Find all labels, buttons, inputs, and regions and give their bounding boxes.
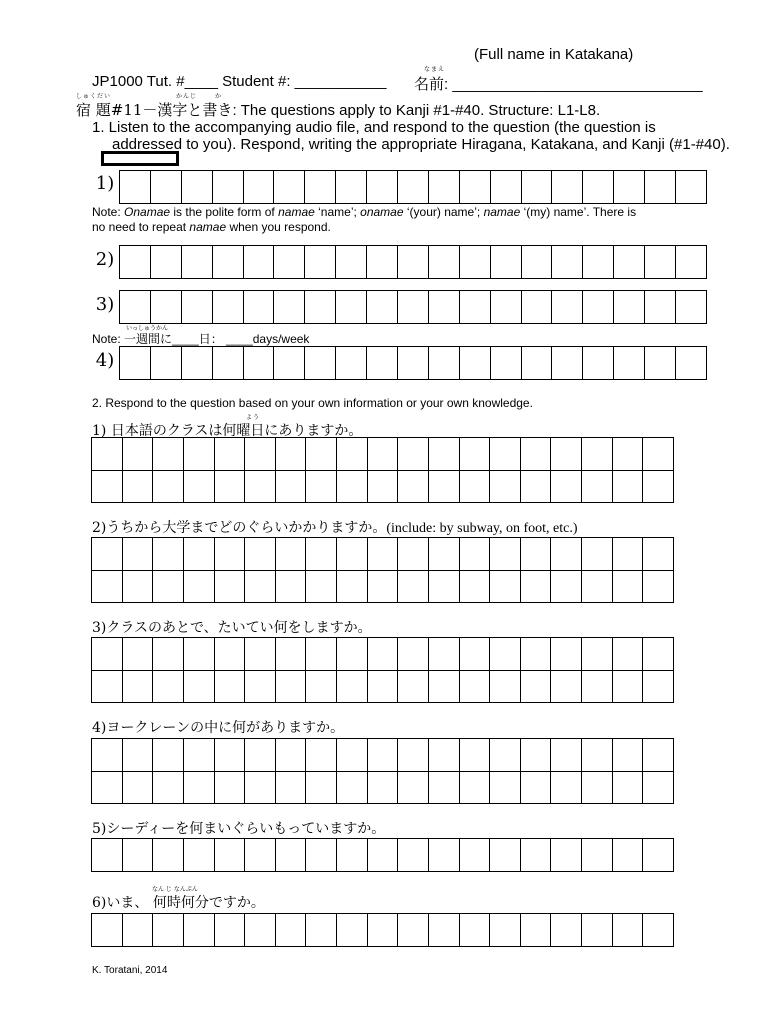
- answer-cell[interactable]: [614, 347, 645, 379]
- answer-cell[interactable]: [614, 291, 645, 323]
- answer-cell[interactable]: [305, 291, 336, 323]
- answer-cell[interactable]: [398, 839, 429, 871]
- answer-cell[interactable]: [153, 438, 184, 502]
- note-text: ‘(your) name’;: [403, 205, 484, 219]
- answer-grid-q3[interactable]: [119, 290, 707, 324]
- answer-cell[interactable]: [613, 914, 644, 946]
- answer-grid-s2-q6[interactable]: [91, 913, 674, 947]
- answer-cell[interactable]: [182, 347, 213, 379]
- answer-cell[interactable]: [244, 347, 275, 379]
- answer-cell[interactable]: [368, 538, 399, 602]
- answer-cell[interactable]: [367, 291, 398, 323]
- answer-cell[interactable]: [460, 291, 491, 323]
- answer-cell[interactable]: [306, 638, 337, 702]
- answer-cell[interactable]: [151, 171, 182, 203]
- answer-cell[interactable]: [643, 839, 673, 871]
- answer-cell[interactable]: [306, 538, 337, 602]
- answer-grid-s2-q4[interactable]: [91, 738, 674, 804]
- homework-title: [76, 99, 600, 120]
- answer-cell[interactable]: [368, 739, 399, 803]
- answer-cell[interactable]: [460, 839, 491, 871]
- answer-cell[interactable]: [215, 438, 246, 502]
- answer-cell[interactable]: [184, 839, 215, 871]
- answer-cell[interactable]: [460, 347, 491, 379]
- homework-title-en: : The questions apply to Kanji #1-#40. Structure: L1-L8.: [232, 102, 601, 119]
- s2-question-1: 1) 日本語のクラスは何曜日にありますか。: [92, 423, 363, 439]
- answer-cell[interactable]: [215, 914, 246, 946]
- answer-cell[interactable]: [521, 839, 552, 871]
- answer-cell[interactable]: [582, 538, 613, 602]
- s2-question-3: 3)クラスのあとで、たいてい何をしますか。: [92, 620, 372, 636]
- answer-cell[interactable]: [245, 538, 276, 602]
- hw-ruby-kanji: かんじ: [176, 93, 198, 100]
- answer-cell[interactable]: [522, 347, 553, 379]
- answer-cell[interactable]: [398, 246, 429, 278]
- answer-cell[interactable]: [460, 171, 491, 203]
- answer-cell[interactable]: [153, 839, 184, 871]
- answer-cell[interactable]: [551, 914, 582, 946]
- answer-cell[interactable]: [676, 246, 706, 278]
- s2-question-5: 5)シーディーを何まいぐらいもっていますか。: [92, 821, 386, 837]
- answer-cell[interactable]: [490, 739, 521, 803]
- answer-grid-s2-q3[interactable]: [91, 637, 674, 703]
- answer-cell[interactable]: [522, 246, 553, 278]
- s2-question-4: 4)ヨークレーンの中に何がありますか。: [92, 720, 345, 736]
- answer-cell[interactable]: [398, 538, 429, 602]
- answer-cell[interactable]: [551, 739, 582, 803]
- term-onamae: onamae: [360, 205, 404, 219]
- answer-cell[interactable]: [336, 291, 367, 323]
- answer-cell[interactable]: [337, 839, 368, 871]
- answer-cell[interactable]: [92, 839, 123, 871]
- answer-grid-q1[interactable]: [119, 170, 707, 204]
- answer-cell[interactable]: [398, 171, 429, 203]
- answer-cell[interactable]: [182, 291, 213, 323]
- hw-ruby-shukudai: しゅくだい: [76, 93, 112, 100]
- note-text: no need to repeat: [92, 220, 190, 234]
- answer-cell[interactable]: [552, 246, 583, 278]
- answer-cell[interactable]: [643, 638, 673, 702]
- answer-cell[interactable]: [398, 347, 429, 379]
- answer-cell[interactable]: [274, 246, 305, 278]
- note-text: ‘(my) name’. There is: [520, 205, 637, 219]
- answer-cell[interactable]: [583, 291, 614, 323]
- answer-cell[interactable]: [123, 739, 154, 803]
- answer-cell[interactable]: [120, 246, 151, 278]
- s2-q1-ruby: よう: [246, 414, 261, 421]
- answer-cell[interactable]: [460, 438, 491, 502]
- answer-cell[interactable]: [337, 638, 368, 702]
- answer-cell[interactable]: [398, 739, 429, 803]
- answer-cell[interactable]: [153, 914, 184, 946]
- answer-cell[interactable]: [151, 246, 182, 278]
- answer-cell[interactable]: [182, 171, 213, 203]
- answer-cell[interactable]: [306, 839, 337, 871]
- answer-cell[interactable]: [337, 739, 368, 803]
- answer-cell[interactable]: [276, 914, 307, 946]
- note-onamae-line2: [92, 220, 331, 234]
- answer-cell[interactable]: [92, 638, 123, 702]
- answer-cell[interactable]: [429, 291, 460, 323]
- answer-cell[interactable]: [551, 839, 582, 871]
- answer-cell[interactable]: [490, 438, 521, 502]
- answer-cell[interactable]: [184, 538, 215, 602]
- answer-cell[interactable]: [614, 171, 645, 203]
- answer-cell[interactable]: [551, 538, 582, 602]
- answer-grid-s2-q2[interactable]: [91, 537, 674, 603]
- answer-cell[interactable]: [368, 638, 399, 702]
- note-text: is the polite form of: [170, 205, 279, 219]
- answer-cell[interactable]: [120, 347, 151, 379]
- answer-cell[interactable]: [521, 638, 552, 702]
- answer-cell[interactable]: [613, 638, 644, 702]
- s2-question-2-jp: 2)うちから大学までどのぐらいかかりますか。: [92, 520, 387, 536]
- answer-cell[interactable]: [583, 171, 614, 203]
- answer-cell[interactable]: [613, 739, 644, 803]
- q2-number-label: 2): [95, 249, 115, 270]
- answer-cell[interactable]: [429, 538, 460, 602]
- answer-cell[interactable]: [460, 638, 491, 702]
- answer-cell[interactable]: [274, 347, 305, 379]
- answer-cell[interactable]: [551, 638, 582, 702]
- answer-cell[interactable]: [151, 291, 182, 323]
- answer-cell[interactable]: [490, 914, 521, 946]
- hw-ruby-kaki: か: [215, 93, 223, 100]
- answer-cell[interactable]: [305, 246, 336, 278]
- answer-cell[interactable]: [643, 538, 673, 602]
- note-text: when you respond.: [226, 220, 331, 234]
- answer-cell[interactable]: [306, 438, 337, 502]
- term-onamae: Onamae: [124, 205, 171, 219]
- term-namae: namae: [278, 205, 315, 219]
- answer-cell[interactable]: [336, 246, 367, 278]
- answer-cell[interactable]: [92, 538, 123, 602]
- answer-cell[interactable]: [92, 438, 123, 502]
- answer-cell[interactable]: [215, 739, 246, 803]
- answer-cell[interactable]: [153, 638, 184, 702]
- answer-cell[interactable]: [245, 438, 276, 502]
- answer-cell[interactable]: [305, 171, 336, 203]
- answer-cell[interactable]: [491, 291, 522, 323]
- answer-cell[interactable]: [582, 739, 613, 803]
- note-days-per-week: Note: 一週間に____日： ____days/week: [92, 332, 310, 346]
- answer-cell[interactable]: [552, 347, 583, 379]
- q4-number-label: 4): [95, 350, 115, 371]
- answer-cell[interactable]: [521, 538, 552, 602]
- answer-cell[interactable]: [368, 914, 399, 946]
- answer-cell[interactable]: [491, 246, 522, 278]
- answer-cell[interactable]: [552, 171, 583, 203]
- answer-cell[interactable]: [120, 291, 151, 323]
- answer-cell[interactable]: [643, 914, 673, 946]
- footer-credit: K. Toratani, 2014: [92, 965, 168, 976]
- answer-cell[interactable]: [613, 538, 644, 602]
- name-field-label: 名前: ______________________________: [414, 76, 703, 93]
- answer-cell[interactable]: [305, 347, 336, 379]
- answer-cell[interactable]: [582, 438, 613, 502]
- answer-cell[interactable]: [244, 171, 275, 203]
- answer-cell[interactable]: [645, 171, 676, 203]
- answer-cell[interactable]: [521, 914, 552, 946]
- answer-cell[interactable]: [213, 171, 244, 203]
- note-onamae-line1: [92, 205, 636, 219]
- answer-cell[interactable]: [645, 246, 676, 278]
- answer-cell[interactable]: [613, 839, 644, 871]
- s2-question-6: 6)いま、 何時何分ですか。: [92, 895, 265, 911]
- answer-cell[interactable]: [245, 739, 276, 803]
- answer-cell[interactable]: [153, 739, 184, 803]
- answer-cell[interactable]: [276, 538, 307, 602]
- answer-cell[interactable]: [245, 638, 276, 702]
- answer-cell[interactable]: [460, 914, 491, 946]
- katakana-note: (Full name in Katakana): [474, 46, 634, 63]
- section2-instruction: 2. Respond to the question based on your own information or your own knowledge.: [92, 396, 533, 410]
- answer-cell[interactable]: [583, 246, 614, 278]
- answer-cell[interactable]: [582, 839, 613, 871]
- answer-cell[interactable]: [336, 171, 367, 203]
- answer-cell[interactable]: [367, 246, 398, 278]
- answer-cell[interactable]: [368, 438, 399, 502]
- answer-cell[interactable]: [521, 438, 552, 502]
- answer-cell[interactable]: [429, 347, 460, 379]
- answer-cell[interactable]: [521, 739, 552, 803]
- answer-cell[interactable]: [614, 246, 645, 278]
- answer-cell[interactable]: [429, 839, 460, 871]
- answer-cell[interactable]: [120, 171, 151, 203]
- answer-cell[interactable]: [552, 291, 583, 323]
- answer-cell[interactable]: [153, 538, 184, 602]
- highlight-box: [101, 151, 179, 166]
- answer-cell[interactable]: [368, 839, 399, 871]
- answer-cell[interactable]: [213, 347, 244, 379]
- course-student-label: JP1000 Tut. #____ Student #: ___________: [92, 73, 387, 90]
- answer-cell[interactable]: [215, 839, 246, 871]
- answer-cell[interactable]: [429, 638, 460, 702]
- answer-cell[interactable]: [276, 839, 307, 871]
- q1-number-label: 1): [95, 173, 115, 194]
- answer-cell[interactable]: [398, 291, 429, 323]
- answer-cell[interactable]: [429, 739, 460, 803]
- answer-cell[interactable]: [184, 438, 215, 502]
- answer-cell[interactable]: [676, 171, 706, 203]
- s2-q6-ruby: なん じ なんぷん: [152, 886, 198, 893]
- answer-cell[interactable]: [306, 914, 337, 946]
- section1-instruction-line2: addressed to you). Respond, writing the appropriate Hiragana, Katakana, and Kanji (#1-#40).: [112, 136, 730, 153]
- answer-cell[interactable]: [522, 171, 553, 203]
- answer-cell[interactable]: [215, 538, 246, 602]
- answer-cell[interactable]: [645, 347, 676, 379]
- homework-title-jp: 宿 題#11－漢字と書き: [76, 101, 233, 119]
- answer-cell[interactable]: [337, 538, 368, 602]
- answer-cell[interactable]: [676, 347, 706, 379]
- name-ruby: なまえ: [424, 66, 446, 73]
- answer-cell[interactable]: [213, 291, 244, 323]
- q3-number-label: 3): [95, 294, 115, 315]
- term-namae: namae: [483, 205, 521, 219]
- answer-grid-s2-q5[interactable]: [91, 838, 674, 872]
- answer-cell[interactable]: [460, 538, 491, 602]
- note2-ruby: いっしゅうかん: [126, 325, 169, 332]
- answer-grid-s2-q1[interactable]: [91, 437, 674, 503]
- answer-cell[interactable]: [491, 171, 522, 203]
- answer-cell[interactable]: [490, 538, 521, 602]
- answer-cell[interactable]: [123, 538, 154, 602]
- answer-cell[interactable]: [244, 246, 275, 278]
- section1-instruction-line1: 1. Listen to the accompanying audio file, and respond to the question (the question is: [92, 119, 656, 136]
- answer-cell[interactable]: [184, 914, 215, 946]
- answer-cell[interactable]: [582, 638, 613, 702]
- answer-cell[interactable]: [583, 347, 614, 379]
- answer-cell[interactable]: [276, 638, 307, 702]
- answer-cell[interactable]: [429, 914, 460, 946]
- answer-cell[interactable]: [367, 347, 398, 379]
- term-namae: namae: [189, 220, 227, 234]
- answer-cell[interactable]: [184, 638, 215, 702]
- answer-cell[interactable]: [182, 246, 213, 278]
- note-prefix: Note:: [92, 205, 125, 219]
- answer-grid-q2[interactable]: [119, 245, 707, 279]
- answer-cell[interactable]: [490, 839, 521, 871]
- answer-cell[interactable]: [336, 347, 367, 379]
- note-text: ‘name’;: [314, 205, 361, 219]
- answer-cell[interactable]: [613, 438, 644, 502]
- answer-cell[interactable]: [244, 291, 275, 323]
- answer-cell[interactable]: [522, 291, 553, 323]
- answer-cell[interactable]: [276, 739, 307, 803]
- s2-question-2: [92, 517, 578, 537]
- answer-cell[interactable]: [429, 438, 460, 502]
- answer-cell[interactable]: [645, 291, 676, 323]
- s2-question-2-en: (include: by subway, on foot, etc.): [386, 521, 578, 536]
- answer-cell[interactable]: [582, 914, 613, 946]
- answer-cell[interactable]: [245, 839, 276, 871]
- answer-cell[interactable]: [274, 171, 305, 203]
- answer-cell[interactable]: [491, 347, 522, 379]
- answer-cell[interactable]: [213, 246, 244, 278]
- answer-cell[interactable]: [274, 291, 305, 323]
- answer-cell[interactable]: [429, 171, 460, 203]
- answer-cell[interactable]: [123, 638, 154, 702]
- answer-cell[interactable]: [276, 438, 307, 502]
- answer-cell[interactable]: [367, 171, 398, 203]
- answer-cell[interactable]: [398, 914, 429, 946]
- answer-cell[interactable]: [643, 739, 673, 803]
- answer-cell[interactable]: [337, 914, 368, 946]
- answer-cell[interactable]: [398, 438, 429, 502]
- answer-grid-q4[interactable]: [119, 346, 707, 380]
- answer-cell[interactable]: [551, 438, 582, 502]
- answer-cell[interactable]: [123, 914, 154, 946]
- answer-cell[interactable]: [676, 291, 706, 323]
- answer-cell[interactable]: [643, 438, 673, 502]
- answer-cell[interactable]: [215, 638, 246, 702]
- answer-cell[interactable]: [490, 638, 521, 702]
- answer-cell[interactable]: [306, 739, 337, 803]
- answer-cell[interactable]: [337, 438, 368, 502]
- answer-cell[interactable]: [151, 347, 182, 379]
- answer-cell[interactable]: [184, 739, 215, 803]
- answer-cell[interactable]: [460, 246, 491, 278]
- answer-cell[interactable]: [123, 839, 154, 871]
- answer-cell[interactable]: [398, 638, 429, 702]
- answer-cell[interactable]: [245, 914, 276, 946]
- answer-cell[interactable]: [92, 739, 123, 803]
- answer-cell[interactable]: [429, 246, 460, 278]
- answer-cell[interactable]: [123, 438, 154, 502]
- answer-cell[interactable]: [460, 739, 491, 803]
- answer-cell[interactable]: [92, 914, 123, 946]
